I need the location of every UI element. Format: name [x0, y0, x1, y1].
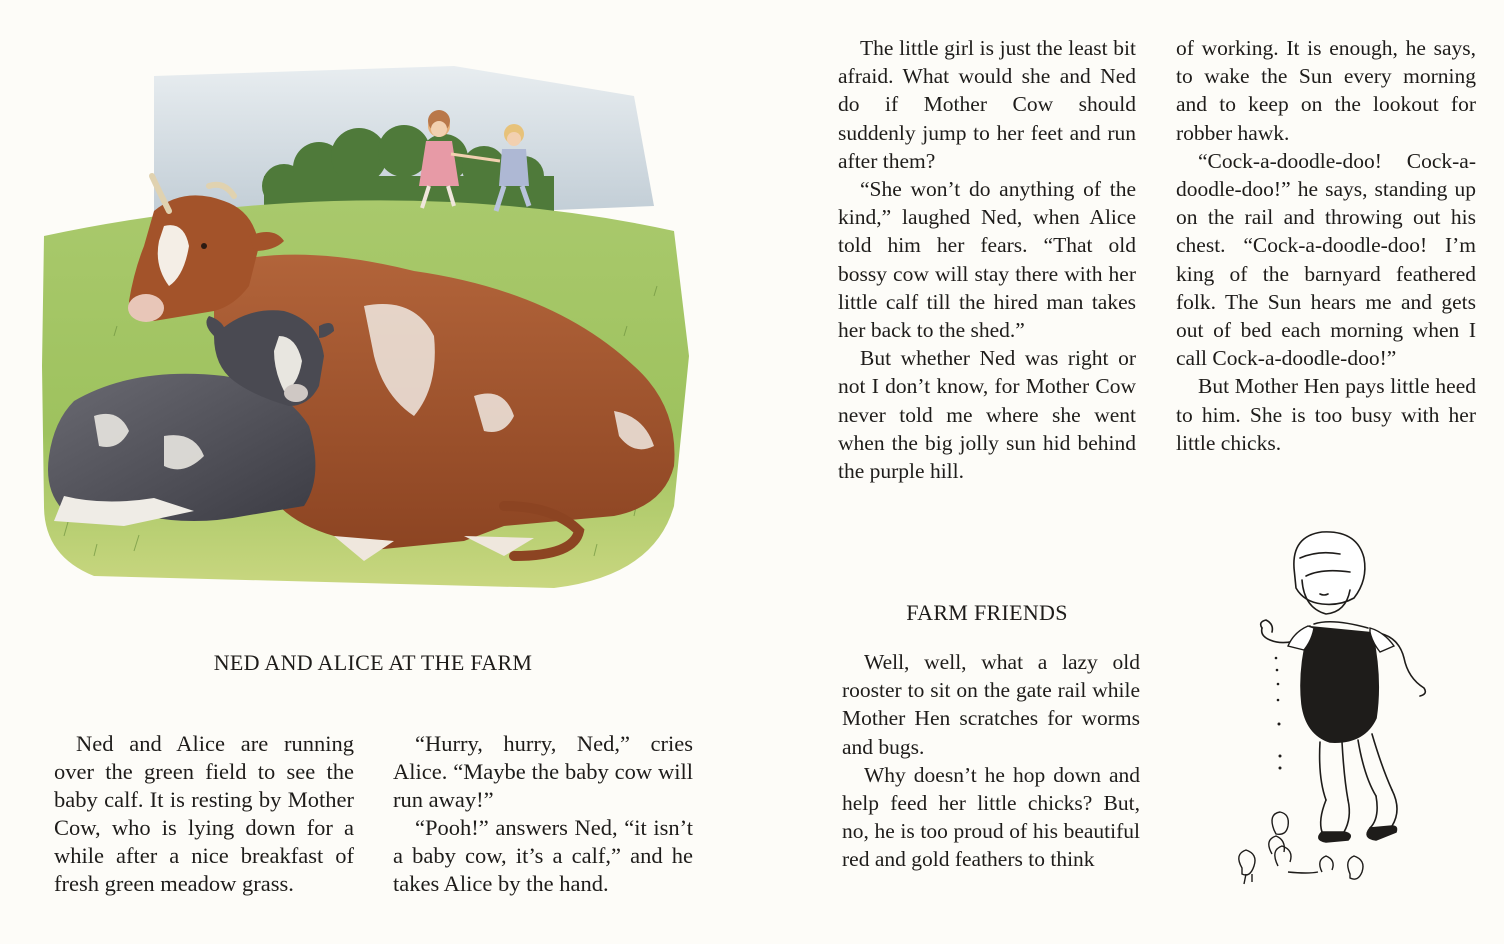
- girl-feeding-chicks-illustration: [1222, 528, 1452, 898]
- right-column-2: [1176, 34, 1476, 457]
- paragraph: Well, well, what a lazy old rooster to sit on the gate rail while Mother Hen scratches for worms and bugs.: [842, 650, 1140, 759]
- right-column-1: [838, 34, 1136, 485]
- paragraph: But whether Ned was right or not I don’t know, for Mother Cow never told me where she went when the big jolly sun hid behind the purple hill.: [838, 346, 1136, 484]
- story-title: NED AND ALICE AT THE FARM: [213, 650, 533, 675]
- paragraph: of working. It is enough, he says, to wake the Sun every morning and to keep on the lookout for robber hawk.: [1176, 36, 1476, 145]
- paragraph: “Cock-a-doodle-doo! Cock-a-doodle-doo!” he says, standing up on the rail and throwing out his chest. “Cock-a-doodle-doo! I’m king of the barnyard feathered folk. The Sun hears me and gets out of bed each morning when I call Cock-a-doodle-doo!”: [1176, 148, 1476, 371]
- paragraph: “She won’t do anything of the kind,” laughed Ned, when Alice told him her fears. “That old bossy cow will stay there with her little calf till the hired man takes her back to the shed.”: [838, 177, 1136, 343]
- paragraph: But Mother Hen pays little heed to him. She is too busy with her little chicks.: [1176, 374, 1476, 455]
- paragraph: Ned and Alice are running over the green field to see the baby calf. It is resting by Mother Cow, who is lying down for a while after a nice breakfast of fresh green meadow grass.: [54, 731, 354, 896]
- paragraph: The little girl is just the least bit afraid. What would she and Ned do if Mother Cow should suddenly jump to her feet and run after them?: [838, 36, 1136, 173]
- paragraph: Why doesn’t he hop down and help feed her little chicks? But, no, he is too proud of his beautiful red and gold feathers to think: [842, 762, 1140, 872]
- paragraph: “Hurry, hurry, Ned,” cries Alice. “Maybe the baby cow will run away!”: [393, 731, 693, 812]
- cow-calf-illustration: [34, 36, 698, 596]
- left-column-2: [393, 730, 693, 898]
- left-column-1: [54, 730, 354, 898]
- paragraph: “Pooh!” answers Ned, “it isn’t a baby cow, it’s a calf,” and he takes Alice by the hand.: [393, 815, 693, 896]
- section-title: FARM FRIENDS: [906, 600, 1068, 625]
- right-column-1-lower: [842, 648, 1140, 874]
